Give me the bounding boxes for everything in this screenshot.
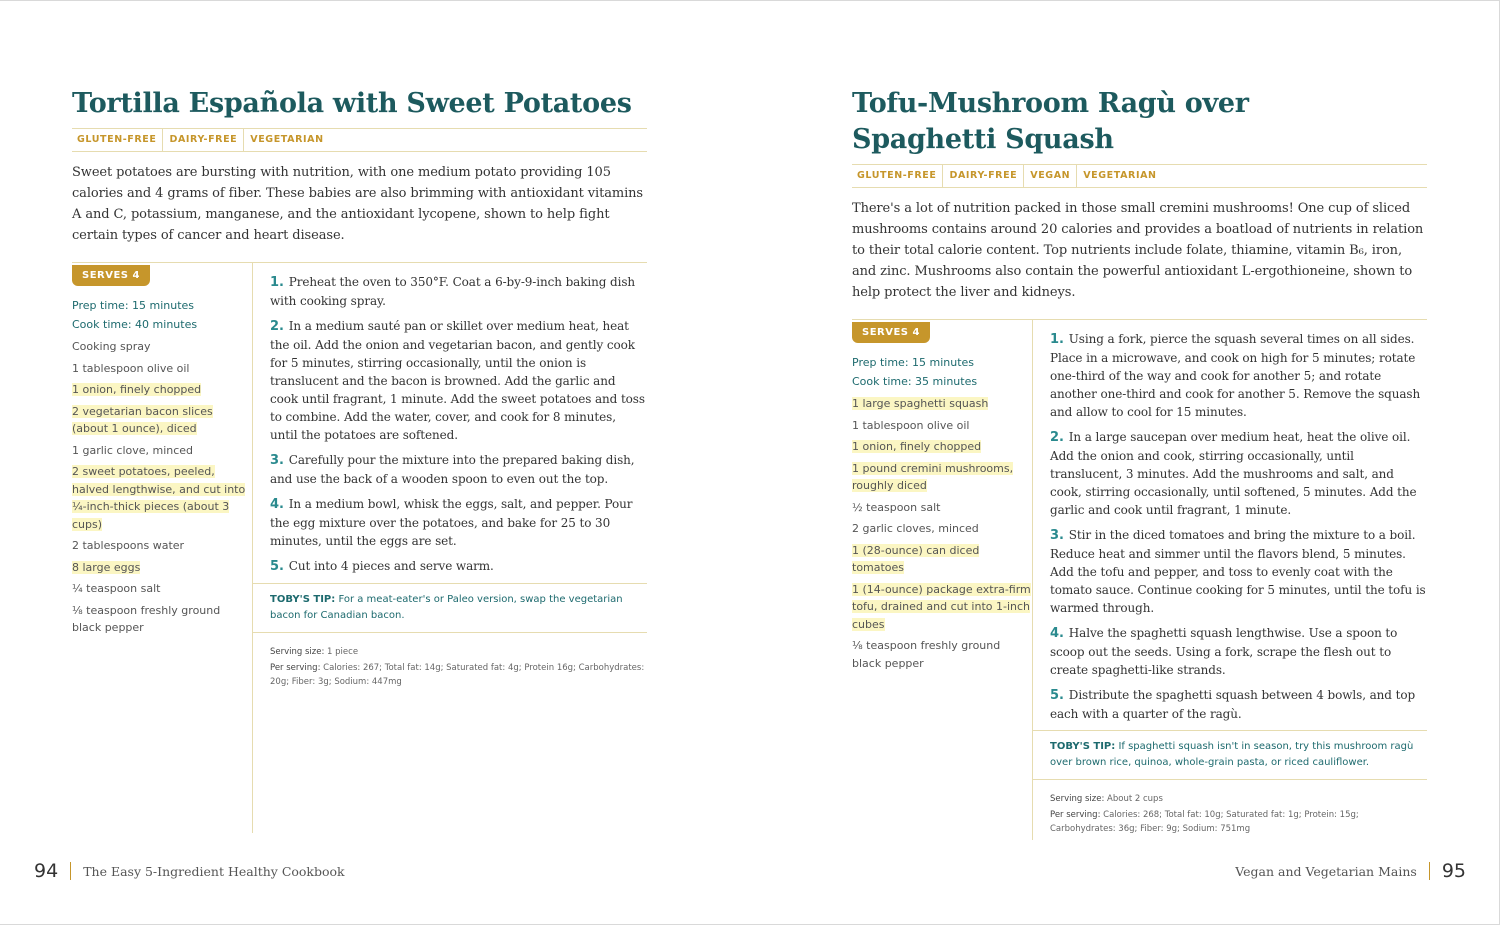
tip-text: If spaghetti squash isn't in season, try this mushroom ragù over brown rice, quinoa, whole-grain pasta, or riced cauliflower.	[1050, 741, 1414, 768]
serves-badge: SERVES 4	[852, 322, 930, 343]
ingredient-text: 8 large eggs	[72, 560, 141, 574]
step-text: In a medium bowl, whisk the eggs, salt, and pepper. Pour the egg mixture over the potatoes, and bake for 25 to 30 minutes, until the eggs are set.	[270, 497, 633, 548]
step-number: 4.	[1050, 626, 1064, 641]
diet-tag: DAIRY-FREE	[163, 128, 244, 152]
step-item	[1050, 686, 1427, 723]
diet-tag: GLUTEN-FREE	[852, 164, 943, 188]
ingredient-item	[72, 442, 252, 460]
step-list	[270, 263, 647, 576]
footer-right	[1235, 860, 1466, 882]
ingredient-text: Cooking spray	[72, 340, 151, 353]
ingredient-text: ½ teaspoon salt	[852, 500, 941, 514]
serving-size-value: About 2 cups	[1104, 794, 1163, 804]
step-number: 5.	[270, 559, 284, 574]
ingredients-column	[72, 263, 252, 833]
cook-time: Cook time: 35 minutes	[852, 375, 978, 388]
footer-divider	[70, 862, 71, 880]
ingredient-item	[852, 542, 1032, 577]
per-serving-label: Per serving:	[270, 663, 321, 673]
ingredient-item	[852, 460, 1032, 495]
footer-divider	[1429, 862, 1430, 880]
ingredient-item	[852, 637, 1032, 672]
ingredient-item	[852, 581, 1032, 634]
nutrition-info	[270, 633, 647, 833]
diet-tags	[72, 128, 647, 152]
recipe-title: Tofu-Mushroom Ragù over Spaghetti Squash	[852, 88, 1249, 155]
page-number: 95	[1441, 860, 1466, 882]
tip-text: For a meat-eater's or Paleo version, swap the vegetarian bacon for Canadian bacon.	[270, 594, 623, 621]
step-number: 5.	[1050, 688, 1064, 703]
step-item	[270, 495, 647, 550]
ingredient-item	[852, 438, 1032, 456]
ingredient-item	[72, 381, 252, 399]
ingredient-item	[72, 580, 252, 598]
prep-time: Prep time: 15 minutes	[72, 299, 195, 312]
diet-tag: VEGAN	[1024, 164, 1077, 188]
ingredient-text: 2 tablespoons water	[72, 539, 185, 552]
ingredients-column	[852, 320, 1032, 840]
ingredient-text: 1 large spaghetti squash	[852, 397, 989, 410]
page-number: 94	[34, 860, 59, 882]
ingredient-text: ⅛ teaspoon freshly ground black pepper	[852, 639, 1001, 670]
ingredient-item	[72, 463, 252, 533]
step-number: 1.	[270, 275, 284, 290]
per-serving-value: Calories: 267; Total fat: 14g; Saturated fat: 4g; Protein 16g; Carbohydrates: 20g; Fiber: 3g; Sodium: 447mg	[270, 663, 645, 687]
footer-left	[34, 860, 345, 882]
step-list	[1050, 320, 1427, 723]
chapter-title: Vegan and Vegetarian Mains	[1235, 863, 1417, 879]
ingredient-text: 2 vegetarian bacon slices (about 1 ounce), diced	[72, 404, 213, 435]
ingredient-item	[852, 395, 1032, 413]
ingredient-list	[72, 338, 252, 637]
step-text: Distribute the spaghetti squash between 4 bowls, and top each with a quarter of the ragù.	[1050, 688, 1416, 721]
step-item	[1050, 526, 1427, 617]
diet-tag: DAIRY-FREE	[943, 164, 1024, 188]
step-text: Using a fork, pierce the squash several times on all sides. Place in a microwave, and cook on high for 5 minutes; rotate one-third of the way and cook for another 5; and rotate another one-third and cook for another 5. Remove the squash and allow to cool for 15 minutes.	[1050, 332, 1421, 419]
tobys-tip	[1033, 730, 1427, 780]
step-text: Stir in the diced tomatoes and bring the mixture to a boil. Reduce heat and simmer until the flavors blend, 5 minutes. Add the tofu and pepper, and toss to evenly coat with the tomato sauce. Continue cooking for 5 minutes, until the tofu is warmed through.	[1050, 528, 1426, 615]
prep-time: Prep time: 15 minutes	[852, 356, 975, 369]
ingredient-text: 1 garlic clove, minced	[72, 443, 194, 457]
step-text: Carefully pour the mixture into the prepared baking dish, and use the back of a wooden spoon to even out the top.	[270, 453, 635, 486]
step-text: Halve the spaghetti squash lengthwise. Use a spoon to scoop out the seeds. Using a fork, scrape the flesh out to create spaghetti-like strands.	[1050, 626, 1398, 677]
serving-size-label: Serving size:	[1050, 794, 1105, 804]
recipe-left	[72, 0, 647, 833]
tip-label: TOBY'S TIP:	[1050, 741, 1116, 752]
serving-size-label: Serving size:	[270, 647, 325, 657]
step-number: 3.	[1050, 528, 1064, 543]
step-number: 2.	[270, 319, 284, 334]
ingredient-item	[72, 403, 252, 438]
step-text: Cut into 4 pieces and serve warm.	[288, 559, 494, 573]
step-item	[270, 273, 647, 310]
nutrition-info	[1050, 780, 1427, 840]
ingredient-text: 1 (28-ounce) can diced tomatoes	[852, 543, 980, 574]
step-item	[270, 557, 647, 576]
step-item	[1050, 330, 1427, 421]
recipe-right	[852, 0, 1427, 840]
recipe-body	[72, 263, 647, 833]
ingredient-item	[852, 520, 1032, 538]
ingredient-item	[72, 559, 252, 577]
step-number: 2.	[1050, 430, 1064, 445]
step-item	[1050, 624, 1427, 679]
ingredient-item	[72, 602, 252, 637]
steps-column	[252, 263, 647, 833]
step-number: 3.	[270, 453, 284, 468]
ingredient-list	[852, 395, 1032, 672]
tobys-tip	[253, 583, 647, 633]
ingredient-text: 1 (14-ounce) package extra-firm tofu, drained and cut into 1-inch cubes	[852, 582, 1031, 631]
ingredient-item	[852, 499, 1032, 517]
diet-tag: GLUTEN-FREE	[72, 128, 163, 152]
recipe-intro: Sweet potatoes are bursting with nutrition, with one medium potato providing 105 calories and 4 grams of fiber. These babies are also brimming with antioxidant vitamins A and C, potassium, manganese, and the antioxidant lycopene, shown to help fight certain types of cancer and heart disease.	[72, 162, 647, 263]
serves-badge: SERVES 4	[72, 265, 150, 286]
tip-label: TOBY'S TIP:	[270, 594, 336, 605]
step-text: In a medium sauté pan or skillet over medium heat, heat the oil. Add the onion and vegetarian bacon, and gently cook for 5 minutes, stirring occasionally, until the onion is translucent and the bacon is browned. Add the garlic and cook until fragrant, 1 minute. Add the sweet potatoes and toss to combine. Add the water, cover, and cook for 8 minutes, until the potatoes are softened.	[270, 319, 645, 442]
recipe-title: Tortilla Española with Sweet Potatoes	[72, 88, 632, 119]
diet-tag: VEGETARIAN	[1083, 170, 1157, 181]
serving-size-value: 1 piece	[324, 647, 359, 657]
ingredient-item	[72, 360, 252, 378]
ingredient-text: 1 onion, finely chopped	[852, 440, 982, 453]
step-number: 4.	[270, 497, 284, 512]
per-serving-value: Calories: 268; Total fat: 10g; Saturated fat: 1g; Protein: 15g; Carbohydrates: 36g; Fiber: 9g; Sodium: 751mg	[1050, 810, 1359, 834]
steps-column	[1032, 320, 1427, 840]
ingredient-text: ¼ teaspoon salt	[72, 582, 161, 595]
step-number: 1.	[1050, 332, 1064, 347]
step-item	[1050, 428, 1427, 519]
ingredient-text: 1 onion, finely chopped	[72, 383, 202, 396]
ingredient-text: 1 tablespoon olive oil	[72, 361, 190, 375]
ingredient-text: ⅛ teaspoon freshly ground black pepper	[72, 603, 221, 634]
ingredient-text: 2 garlic cloves, minced	[852, 522, 979, 535]
ingredient-item	[72, 338, 252, 356]
ingredient-item	[72, 537, 252, 555]
step-item	[270, 451, 647, 488]
recipe-intro: There's a lot of nutrition packed in those small cremini mushrooms! One cup of sliced mushrooms contains around 20 calories and provides a boatload of nutrients in relation to their total calorie content. Top nutrients include folate, thiamine, vitamin B₆, iron, and zinc. Mushrooms also contain the powerful antioxidant L-ergothioneine, shown to help protect the liver and kidneys.	[852, 198, 1427, 320]
step-text: In a large saucepan over medium heat, heat the olive oil. Add the onion and cook, stirring occasionally, until translucent, 3 minutes. Add the mushrooms and salt, and cook, stirring occasionally, until softened, 5 minutes. Add the garlic and cook until fragrant, 1 minute.	[1050, 430, 1417, 517]
cook-time: Cook time: 40 minutes	[72, 318, 198, 331]
step-item	[270, 317, 647, 444]
diet-tag: VEGETARIAN	[250, 134, 324, 145]
book-title: The Easy 5-Ingredient Healthy Cookbook	[83, 863, 345, 879]
diet-tags	[852, 164, 1427, 188]
per-serving-label: Per serving:	[1050, 810, 1101, 820]
ingredient-text: 1 pound cremini mushrooms, roughly diced	[852, 461, 1014, 492]
ingredient-text: 1 tablespoon olive oil	[852, 418, 970, 432]
ingredient-item	[852, 417, 1032, 435]
recipe-body	[852, 320, 1427, 840]
ingredient-text: 2 sweet potatoes, peeled, halved lengthwise, and cut into ¼-inch-thick pieces (about 3 cups)	[72, 465, 246, 531]
step-text: Preheat the oven to 350°F. Coat a 6-by-9-inch baking dish with cooking spray.	[270, 275, 636, 308]
